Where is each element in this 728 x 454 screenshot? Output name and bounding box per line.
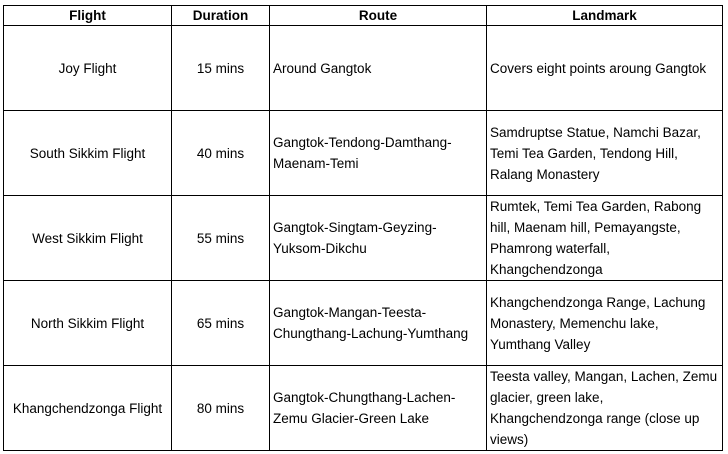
cell-duration: 65 mins — [172, 281, 270, 366]
cell-flight: South Sikkim Flight — [4, 111, 172, 196]
cell-route: Around Gangtok — [270, 26, 487, 111]
cell-duration: 40 mins — [172, 111, 270, 196]
cell-landmark: Teesta valley, Mangan, Lachen, Zemu glacier, green lake, Khangchendzonga range (close up views) — [487, 366, 723, 451]
cell-flight: West Sikkim Flight — [4, 196, 172, 281]
cell-landmark: Rumtek, Temi Tea Garden, Rabong hill, Maenam hill, Pemayangste, Phamrong waterfall, Khangchendzonga — [487, 196, 723, 281]
cell-flight: North Sikkim Flight — [4, 281, 172, 366]
table-row — [4, 196, 723, 281]
cell-duration: 55 mins — [172, 196, 270, 281]
table-row — [4, 281, 723, 366]
table-row — [4, 26, 723, 111]
table-header-row — [4, 6, 723, 26]
cell-route: Gangtok-Chungthang-Lachen-Zemu Glacier-Green Lake — [270, 366, 487, 451]
cell-flight: Joy Flight — [4, 26, 172, 111]
cell-flight: Khangchendzonga Flight — [4, 366, 172, 451]
header-flight: Flight — [4, 6, 172, 26]
flights-table — [3, 5, 723, 451]
cell-route: Gangtok-Tendong-Damthang-Maenam-Temi — [270, 111, 487, 196]
header-route: Route — [270, 6, 487, 26]
cell-route: Gangtok-Mangan-Teesta-Chungthang-Lachung-Yumthang — [270, 281, 487, 366]
cell-route: Gangtok-Singtam-Geyzing-Yuksom-Dikchu — [270, 196, 487, 281]
cell-landmark: Khangchendzonga Range, Lachung Monastery, Memenchu lake, Yumthang Valley — [487, 281, 723, 366]
table-row — [4, 111, 723, 196]
cell-landmark: Covers eight points aroung Gangtok — [487, 26, 723, 111]
cell-landmark: Samdruptse Statue, Namchi Bazar, Temi Tea Garden, Tendong Hill, Ralang Monastery — [487, 111, 723, 196]
header-duration: Duration — [172, 6, 270, 26]
table-row — [4, 366, 723, 451]
cell-duration: 80 mins — [172, 366, 270, 451]
header-landmark: Landmark — [487, 6, 723, 26]
cell-duration: 15 mins — [172, 26, 270, 111]
